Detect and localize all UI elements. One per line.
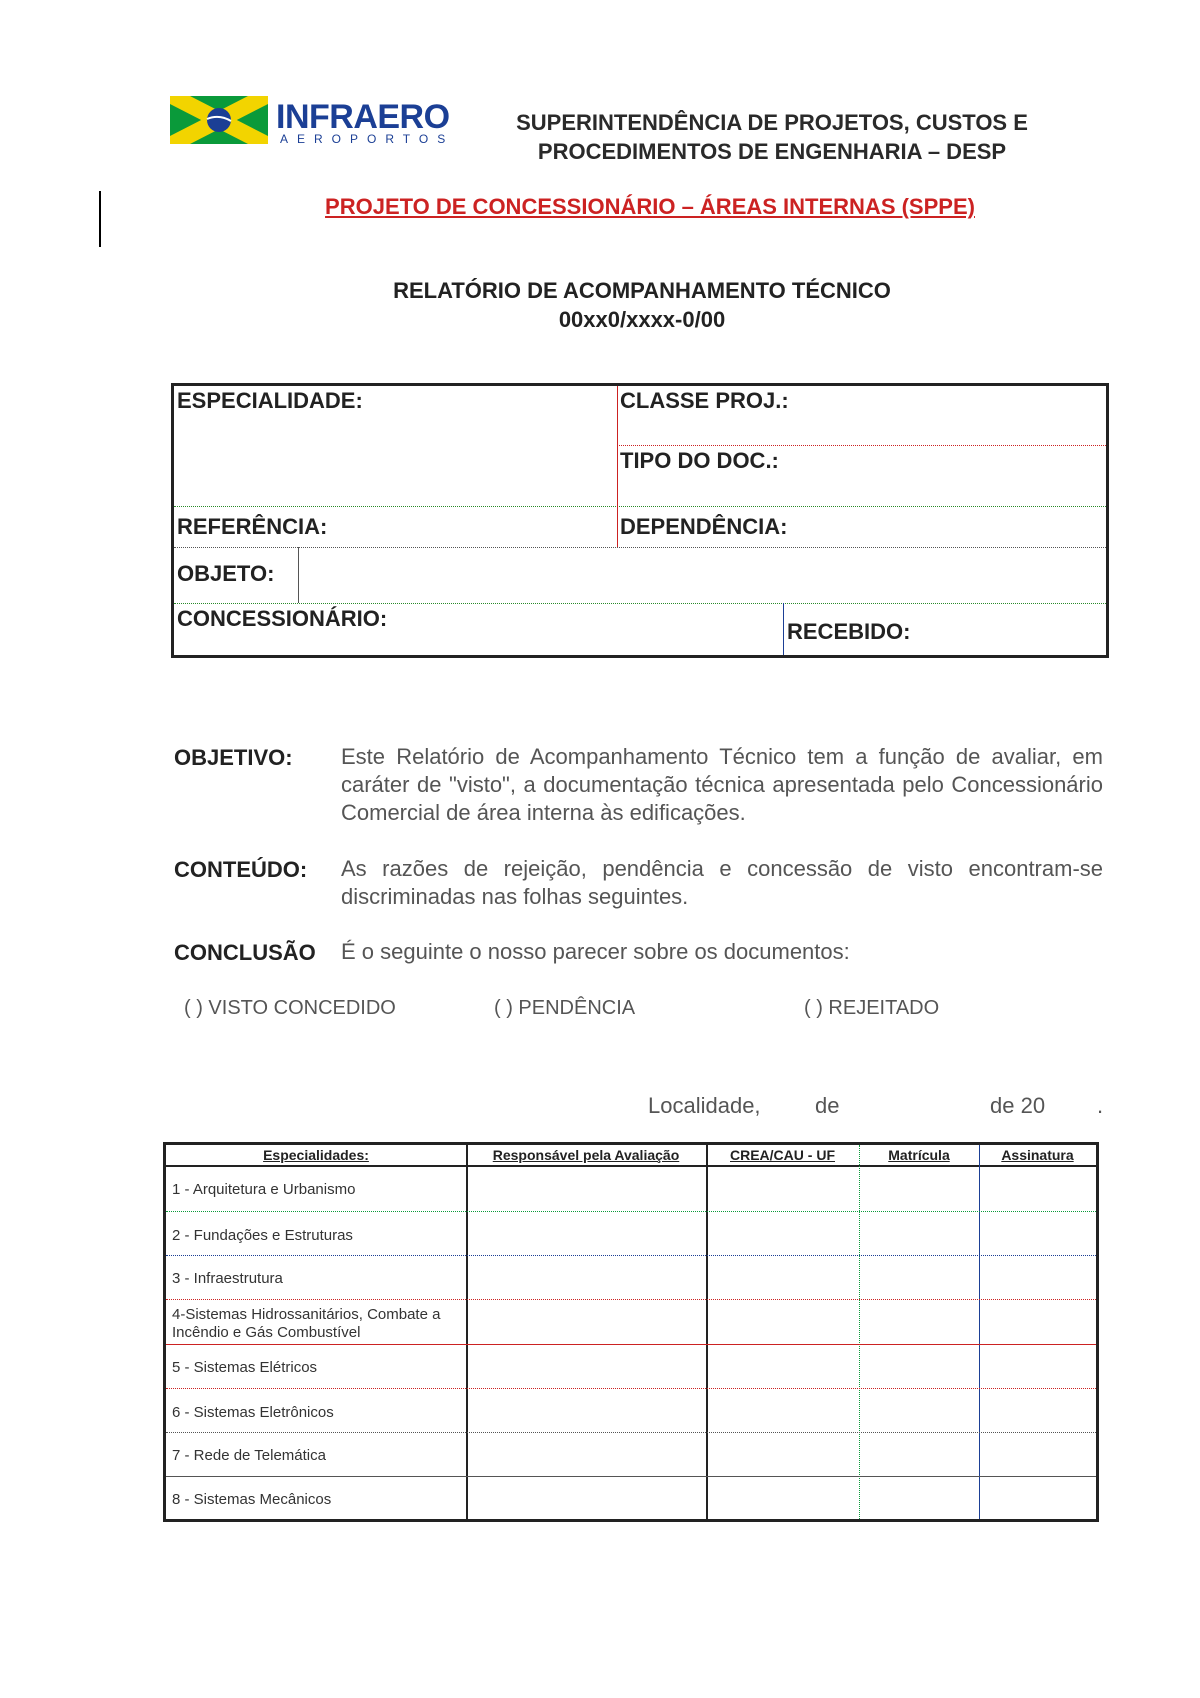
document-info-box [171,383,1109,658]
divider [174,603,1106,604]
report-title-text: RELATÓRIO DE ACOMPANHAMENTO TÉCNICO [393,278,891,303]
divider [979,1145,980,1519]
divider [166,1432,1096,1433]
tipo-doc-label: TIPO DO DOC.: [620,448,779,473]
option-rejeitado[interactable]: ( ) REJEITADO [804,997,940,1019]
report-code: 00xx0/xxxx-0/00 [558,307,726,332]
header-line-1: SUPERINTENDÊNCIA DE PROJETOS, CUSTOS E [516,110,1028,135]
logo-wordmark: INFRAERO [276,98,450,136]
divider [166,1388,1096,1389]
conclusao-text: É o seguinte o nosso parecer sobre os documentos: [341,939,850,964]
divider [166,1344,1096,1345]
divider [166,1255,1096,1256]
option-pendencia[interactable]: ( ) PENDÊNCIA [494,997,636,1019]
divider [174,547,1106,548]
row-7-specialty: 7 - Rede de Telemática [172,1447,326,1464]
row-5-specialty: 5 - Sistemas Elétricos [172,1359,318,1376]
header-title [472,108,1072,166]
divider [617,445,1106,446]
conteudo-text: As razões de rejeição, pendência e concessão de visto encontram-se discriminadas nas folhas seguintes. [341,856,1103,909]
recebido-label: RECEBIDO: [787,619,911,644]
objetivo-text: Este Relatório de Acompanhamento Técnico tem a função de avaliar, em caráter de "visto", a documentação técnica apresentada pelo Concessionário Comercial de área interna às edificações. [341,744,1103,825]
project-title: PROJETO DE CONCESSIONÁRIO – ÁREAS INTERNAS (SPPE) [325,194,975,219]
date-de-20: de 20 [990,1093,1046,1118]
option-visto-concedido[interactable]: ( ) VISTO CONCEDIDO [184,997,396,1019]
divider [166,1299,1096,1300]
row-3-specialty: 3 - Infraestrutura [172,1270,283,1287]
header-especialidades: Especialidades: [263,1147,369,1163]
divider [166,1211,1096,1212]
divider [166,1165,1096,1167]
divider [617,386,618,547]
divider [783,603,784,655]
divider [166,1476,1096,1477]
concessionario-label: CONCESSIONÁRIO: [177,606,388,631]
referencia-label: REFERÊNCIA: [177,514,328,539]
objeto-label: OBJETO: [177,561,275,586]
header-line-2: PROCEDIMENTOS DE ENGENHARIA – DESP [537,139,1007,164]
row-1-specialty: 1 - Arquitetura e Urbanismo [172,1181,356,1198]
row-6-specialty: 6 - Sistemas Eletrônicos [172,1404,334,1421]
divider [298,547,299,603]
row-4-specialty: 4-Sistemas Hidrossanitários, Combate a Incêndio e Gás Combustível [172,1306,441,1341]
header-matricula: Matrícula [888,1147,950,1163]
divider [466,1145,468,1519]
dependencia-label: DEPENDÊNCIA: [620,514,788,539]
objetivo-label: OBJETIVO: [174,745,293,770]
logo-subtitle: AEROPORTOS [280,132,455,146]
classe-proj-label: CLASSE PROJ.: [620,388,789,413]
row-8-specialty: 8 - Sistemas Mecânicos [172,1491,332,1508]
date-de-1: de [815,1093,840,1118]
specialties-table [163,1142,1099,1522]
conteudo-label: CONTEÚDO: [174,857,308,882]
divider [174,506,1106,507]
conclusao-label: CONCLUSÃO [174,940,316,965]
header-assinatura: Assinatura [1001,1147,1074,1163]
date-period: . [1097,1093,1104,1118]
localidade-text: Localidade, [648,1093,761,1118]
especialidade-label: ESPECIALIDADE: [177,388,363,413]
header-responsavel: Responsável pela Avaliação [492,1147,680,1163]
divider [859,1145,860,1519]
header-crea-cau: CREA/CAU - UF [730,1147,835,1163]
row-2-specialty: 2 - Fundações e Estruturas [172,1227,353,1244]
divider [706,1145,708,1519]
report-title [0,276,1200,334]
